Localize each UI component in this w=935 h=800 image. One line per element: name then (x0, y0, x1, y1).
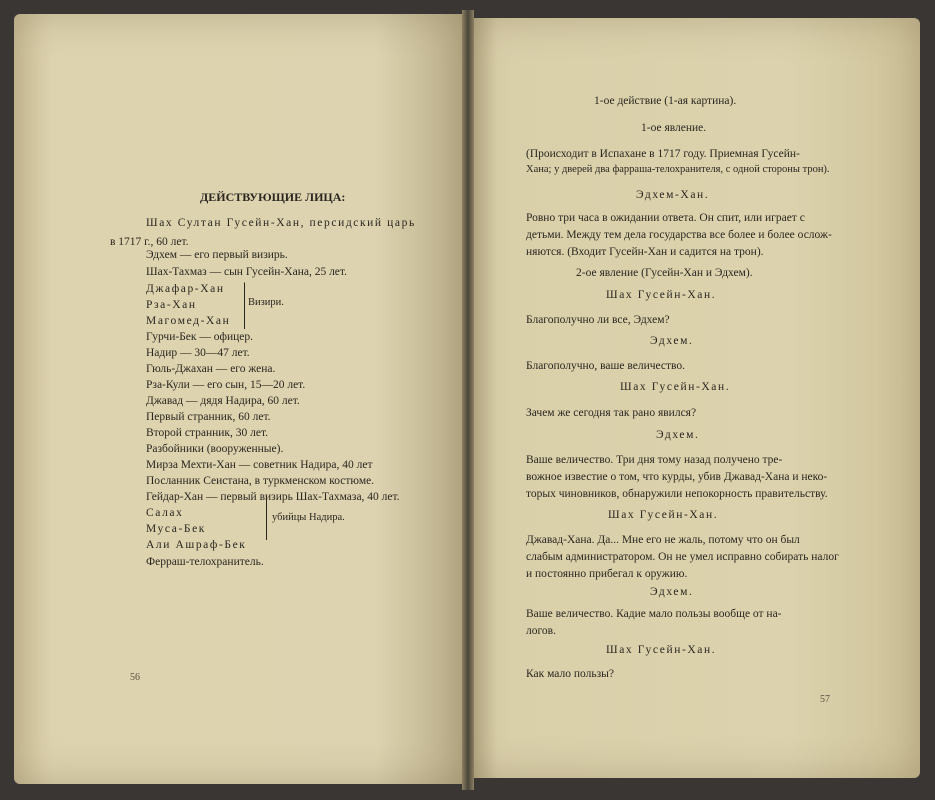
killers-label: убийцы Надира. (272, 512, 345, 523)
speaker-name: Шах Гусейн-Хан. (608, 509, 719, 521)
speaker-name: Шах Гусейн-Хан. (606, 644, 717, 656)
speaker-name: Эдхем. (656, 429, 700, 441)
dialogue-line: слабым администратором. Он не умел исправно собирать налог (526, 551, 839, 563)
cast-line: Эдхем — его первый визирь. (146, 249, 288, 261)
stage-direction: (Происходит в Испахане в 1717 году. Приемная Гусейн- (526, 148, 800, 160)
dialogue-line: вожное известие о том, что курды, убив Джавад-Хана и неко- (526, 471, 828, 483)
cast-line: Рза-Кули — его сын, 15—20 лет. (146, 379, 306, 391)
dialogue-line: детьми. Между тем дела государства все более и более ослож- (526, 229, 832, 241)
book-gutter (462, 10, 474, 790)
stage-direction: Хана; у дверей два фарраша-телохранителя, с одной стороны трон). (526, 164, 830, 175)
dialogue-line: и постоянно прибегал к оружию. (526, 568, 688, 580)
cast-line: Ферраш-телохранитель. (146, 556, 264, 568)
dialogue-line: няются. (Входит Гусейн-Хан и садится на трон). (526, 246, 764, 258)
cast-line: в 1717 г., 60 лет. (110, 236, 189, 248)
cast-line: Джафар-Хан (146, 283, 225, 295)
cast-line: Джавад — дядя Надира, 60 лет. (146, 395, 300, 407)
cast-line: Второй странник, 30 лет. (146, 427, 269, 439)
dialogue-line: Ваше величество. Три дня тому назад получено тре- (526, 454, 783, 466)
cast-line: Рза-Хан (146, 299, 197, 311)
cast-line: Разбойники (вооруженные). (146, 443, 284, 455)
cast-line: Надир — 30—47 лет. (146, 347, 250, 359)
killers-brace (262, 495, 267, 540)
scene-title: 2-ое явление (Гусейн-Хан и Эдхем). (576, 267, 753, 279)
right-page-number: 57 (820, 694, 830, 705)
dialogue-line: Зачем же сегодня так рано явился? (526, 407, 697, 419)
left-page-number: 56 (130, 672, 140, 683)
cast-line: Али Ашраф-Бек (146, 539, 247, 551)
speaker-name: Эдхем-Хан. (636, 189, 710, 201)
dialogue-line: логов. (526, 625, 556, 637)
vizir-label: Визири. (248, 297, 284, 308)
speaker-name: Эдхем. (650, 586, 694, 598)
dialogue-line: Джавад-Хана. Да... Мне его не жаль, потому что он был (526, 534, 800, 546)
cast-line: Шах Султан Гусейн-Хан, персидский царь (146, 217, 416, 229)
cast-line: Магомед-Хан (146, 315, 231, 327)
cast-line: Гурчи-Бек — офицер. (146, 331, 253, 343)
cast-line: Салах (146, 507, 184, 519)
speaker-name: Шах Гусейн-Хан. (620, 381, 731, 393)
dialogue-line: торых чиновников, обнаружили непокорность правительству. (526, 488, 828, 500)
cast-line: Посланник Сеистана, в туркменском костюме. (146, 475, 375, 487)
act-title: 1-ое действие (1-ая картина). (594, 95, 737, 107)
cast-line: Шах-Тахмаз — сын Гусейн-Хана, 25 лет. (146, 266, 347, 278)
speaker-name: Шах Гусейн-Хан. (606, 289, 717, 301)
vizir-brace (240, 282, 245, 329)
dialogue-line: Благополучно ли все, Эдхем? (526, 314, 670, 326)
cast-line: Муса-Бек (146, 523, 206, 535)
speaker-name: Эдхем. (650, 335, 694, 347)
cast-line: Гейдар-Хан — первый визирь Шах-Тахмаза, 40 лет. (146, 491, 400, 503)
dialogue-line: Как мало пользы? (526, 668, 614, 680)
cast-line: Первый странник, 60 лет. (146, 411, 271, 423)
dialogue-line: Ровно три часа в ожидании ответа. Он спит, или играет с (526, 212, 805, 224)
cast-line: Гюль-Джахан — его жена. (146, 363, 276, 375)
dialogue-line: Ваше величество. Кадие мало пользы вообще от на- (526, 608, 782, 620)
dialogue-line: Благополучно, ваше величество. (526, 360, 686, 372)
cast-heading: ДЕЙСТВУЮЩИЕ ЛИЦА: (200, 190, 346, 204)
cast-line: Мирза Мехти-Хан — советник Надира, 40 лет (146, 459, 373, 471)
scene-title: 1-ое явление. (641, 122, 707, 134)
